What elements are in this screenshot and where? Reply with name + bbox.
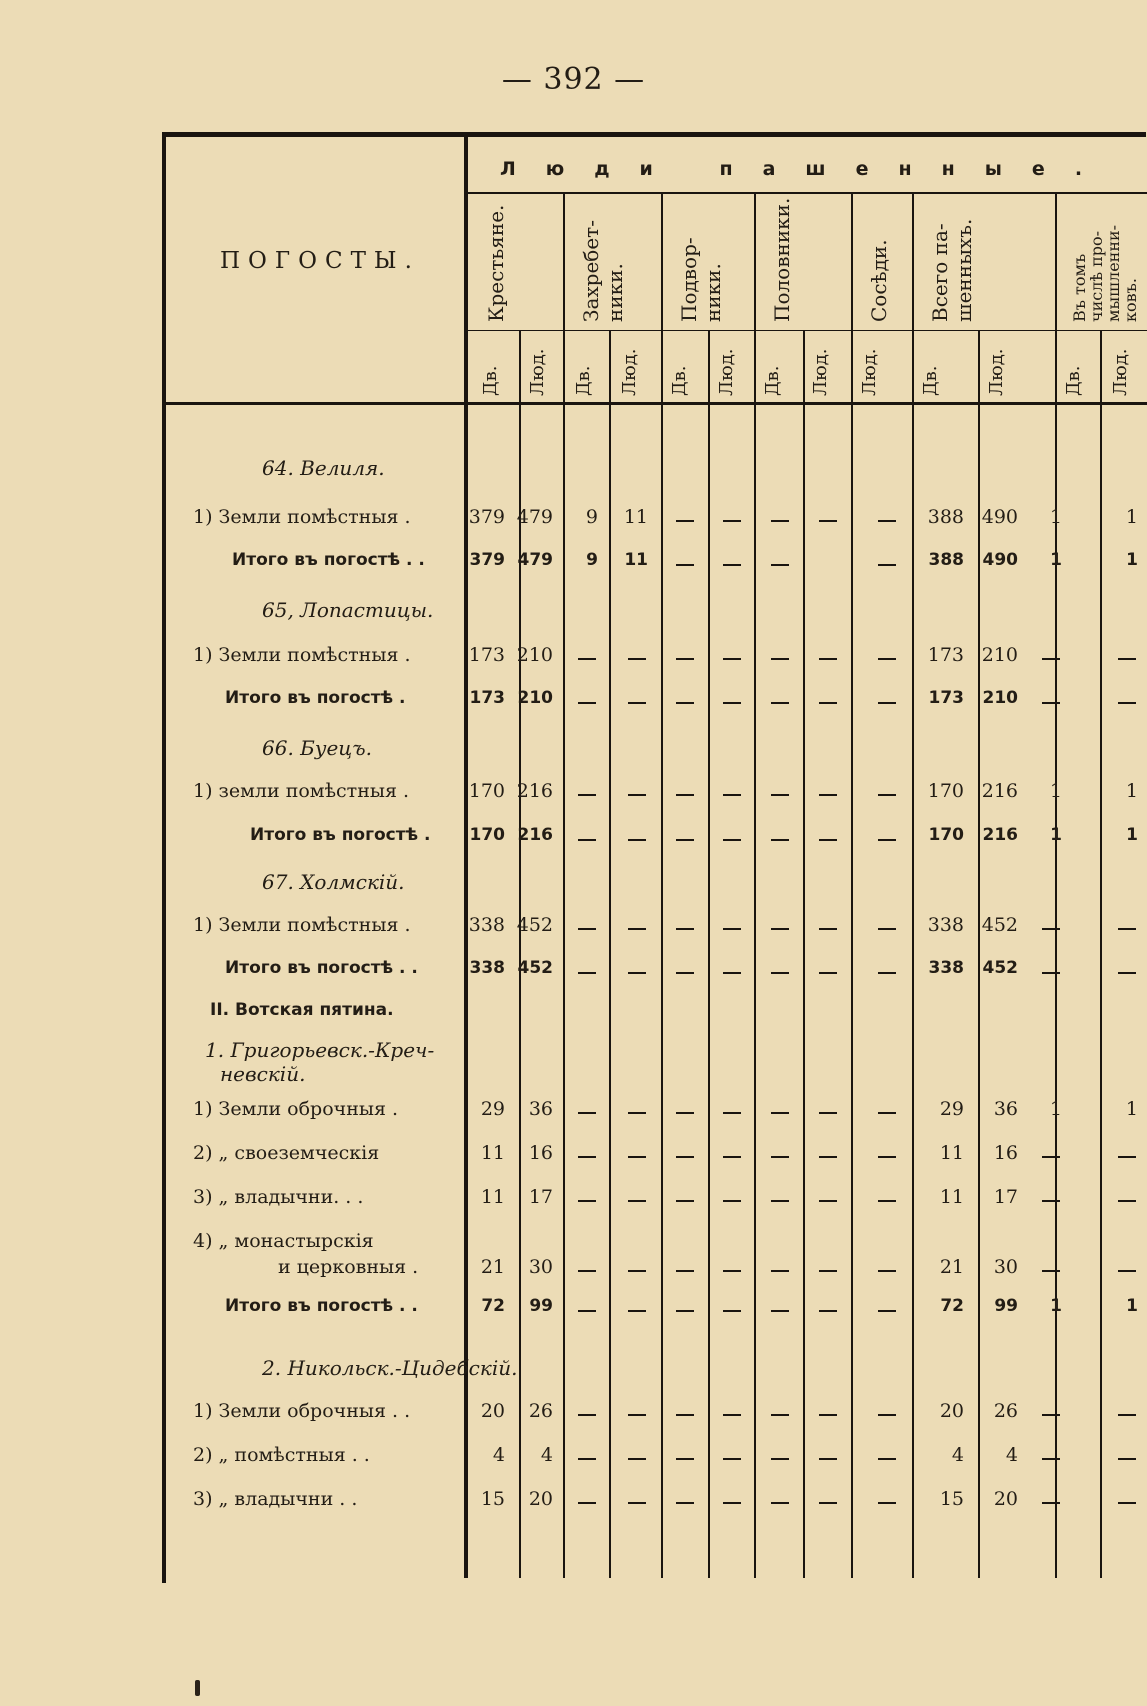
table-cell: 20 [993, 1488, 1018, 1510]
row-label: 1) земли помѣстныя . [193, 780, 410, 802]
empty-cell-dash [1042, 1414, 1060, 1416]
empty-cell-dash [1042, 1156, 1060, 1158]
empty-cell-dash [578, 928, 596, 930]
subcolumn-header: Люд. [716, 348, 737, 396]
empty-cell-dash [878, 972, 896, 974]
empty-cell-dash [676, 1414, 694, 1416]
empty-cell-dash [676, 928, 694, 930]
table-cell: 1 [1050, 1296, 1062, 1316]
empty-cell-dash [578, 794, 596, 796]
empty-cell-dash [676, 794, 694, 796]
empty-cell-dash [676, 1502, 694, 1504]
empty-cell-dash [723, 564, 741, 566]
table-row [0, 1356, 1147, 1392]
empty-cell-dash [819, 1112, 837, 1114]
empty-cell-dash [578, 1156, 596, 1158]
table-row [0, 736, 1147, 772]
empty-cell-dash [819, 794, 837, 796]
empty-cell-dash [676, 1310, 694, 1312]
table-cell: 36 [993, 1098, 1018, 1120]
row-label: 1) Земли помѣстныя . [193, 506, 411, 528]
table-cell: 452 [981, 914, 1018, 936]
table-cell: 4 [951, 1444, 964, 1466]
table-cell: 1 [1050, 825, 1062, 845]
empty-cell-dash [1042, 1270, 1060, 1272]
table-cell: 170 [928, 825, 964, 845]
empty-cell-dash [676, 520, 694, 522]
empty-cell-dash [1118, 1458, 1136, 1460]
table-cell: 1 [1125, 780, 1138, 802]
empty-cell-dash [771, 658, 789, 660]
empty-cell-dash [771, 564, 789, 566]
row-label: 2) „ своеземческія [193, 1142, 380, 1164]
empty-cell-dash [628, 1112, 646, 1114]
empty-cell-dash [578, 839, 596, 841]
table-cell: 1 [1126, 1296, 1138, 1316]
column-header-line: Въ томъ [1070, 253, 1089, 322]
empty-cell-dash [723, 1310, 741, 1312]
table-row [0, 1444, 1147, 1480]
empty-cell-dash [819, 1458, 837, 1460]
empty-cell-dash [878, 928, 896, 930]
table-cell: 11 [623, 506, 648, 528]
empty-cell-dash [771, 702, 789, 704]
empty-cell-dash [628, 702, 646, 704]
empty-cell-dash [878, 1458, 896, 1460]
empty-cell-dash [676, 564, 694, 566]
table-cell: 16 [528, 1142, 553, 1164]
group-header-rule [468, 192, 1147, 194]
table-cell: 173 [469, 688, 505, 708]
table-cell: 479 [516, 506, 553, 528]
table-cell: 11 [624, 550, 648, 570]
empty-cell-dash [578, 972, 596, 974]
column-header-line: ники. [603, 263, 627, 322]
empty-cell-dash [1042, 658, 1060, 660]
empty-cell-dash [819, 1414, 837, 1416]
header-bottom-rule [162, 402, 1147, 405]
empty-cell-dash [676, 972, 694, 974]
subcolumn-header: Дв. [762, 365, 783, 396]
empty-cell-dash [819, 839, 837, 841]
row-label: Итого въ погостѣ . . [232, 550, 425, 570]
empty-cell-dash [578, 1270, 596, 1272]
empty-cell-dash [878, 1310, 896, 1312]
table-cell: 26 [993, 1400, 1018, 1422]
subcolumn-header: Дв. [573, 365, 594, 396]
table-row [0, 1488, 1147, 1524]
row-label: 66. Буецъ. [262, 736, 372, 760]
empty-cell-dash [628, 1270, 646, 1272]
table-cell: 216 [517, 825, 553, 845]
table-cell: 338 [469, 958, 505, 978]
table-cell: 490 [981, 506, 1018, 528]
empty-cell-dash [723, 658, 741, 660]
empty-cell-dash [1118, 1502, 1136, 1504]
table-cell: 1 [1126, 825, 1138, 845]
row-label: 65, Лопастицы. [262, 598, 434, 622]
table-cell: 20 [480, 1400, 505, 1422]
table-row [0, 825, 1147, 861]
table-cell: 21 [480, 1256, 505, 1278]
table-cell: 17 [993, 1186, 1018, 1208]
empty-cell-dash [819, 1310, 837, 1312]
table-cell: 11 [939, 1142, 964, 1164]
column-header-2 [677, 237, 725, 322]
table-row [0, 1230, 1147, 1278]
empty-cell-dash [723, 794, 741, 796]
ink-mark [195, 1680, 200, 1696]
empty-cell-dash [878, 564, 896, 566]
table-cell: 338 [468, 914, 505, 936]
empty-cell-dash [878, 520, 896, 522]
table-cell: 20 [528, 1488, 553, 1510]
empty-cell-dash [878, 839, 896, 841]
empty-cell-dash [1118, 1270, 1136, 1272]
table-row [0, 1038, 1147, 1086]
empty-cell-dash [771, 839, 789, 841]
table-cell: 479 [517, 550, 553, 570]
table-cell: 29 [939, 1098, 964, 1120]
table-row [0, 688, 1147, 724]
empty-cell-dash [771, 928, 789, 930]
table-cell: 170 [468, 780, 505, 802]
empty-cell-dash [628, 1414, 646, 1416]
row-label-continued: и церковныя . [278, 1256, 419, 1278]
empty-cell-dash [1118, 1156, 1136, 1158]
empty-cell-dash [628, 1502, 646, 1504]
empty-cell-dash [1042, 972, 1060, 974]
row-label-continued: невскій. [220, 1062, 306, 1086]
row-label: 1) Земли оброчныя . [193, 1098, 399, 1120]
empty-cell-dash [628, 658, 646, 660]
table-row [0, 914, 1147, 950]
table-cell: 216 [981, 780, 1018, 802]
table-cell: 20 [939, 1400, 964, 1422]
empty-cell-dash [1118, 1414, 1136, 1416]
table-row [0, 958, 1147, 994]
empty-cell-dash [723, 702, 741, 704]
empty-cell-dash [676, 1270, 694, 1272]
column-header-line: Половники. [770, 197, 794, 322]
empty-cell-dash [771, 1200, 789, 1202]
subcolumn-header: Люд. [1110, 348, 1131, 396]
table-cell: 4 [540, 1444, 553, 1466]
empty-cell-dash [878, 702, 896, 704]
table-cell: 210 [982, 688, 1018, 708]
empty-cell-dash [771, 1270, 789, 1272]
column-header-5 [928, 219, 976, 322]
column-header-0 [484, 205, 508, 322]
empty-cell-dash [723, 1112, 741, 1114]
table-row [0, 644, 1147, 680]
table-cell: 1 [1049, 1098, 1062, 1120]
table-cell: 173 [928, 688, 964, 708]
empty-cell-dash [628, 928, 646, 930]
subcolumn-header: Дв. [669, 365, 690, 396]
column-header-6 [1071, 225, 1139, 322]
table-cell: 21 [939, 1256, 964, 1278]
empty-cell-dash [628, 1458, 646, 1460]
empty-cell-dash [771, 1112, 789, 1114]
empty-cell-dash [676, 658, 694, 660]
row-label: 1) Земли помѣстныя . [193, 914, 411, 936]
row-label: Итого въ погостѣ . [250, 825, 431, 845]
row-label: 67. Холмскій. [262, 870, 405, 894]
table-cell: 29 [480, 1098, 505, 1120]
column-header-line: Подвор- [677, 237, 701, 322]
column-header-line: Всего па- [928, 223, 952, 322]
empty-cell-dash [723, 928, 741, 930]
subcolumn-header: Дв. [480, 365, 501, 396]
table-cell: 173 [468, 644, 505, 666]
empty-cell-dash [771, 1502, 789, 1504]
table-cell: 388 [928, 550, 964, 570]
table-cell: 30 [528, 1256, 553, 1278]
table-cell: 15 [480, 1488, 505, 1510]
row-label: 1) Земли оброчныя . . [193, 1400, 411, 1422]
column-header-line: Захребет- [579, 219, 603, 322]
empty-cell-dash [819, 928, 837, 930]
table-row [0, 780, 1147, 816]
empty-cell-dash [1118, 702, 1136, 704]
column-header-line: ники. [701, 263, 725, 322]
empty-cell-dash [771, 1458, 789, 1460]
table-cell: 452 [516, 914, 553, 936]
subcolumn-header: Люд. [527, 348, 548, 396]
empty-cell-dash [628, 1200, 646, 1202]
table-row [0, 456, 1147, 492]
empty-cell-dash [578, 658, 596, 660]
empty-cell-dash [878, 658, 896, 660]
empty-cell-dash [878, 1156, 896, 1158]
empty-cell-dash [819, 1156, 837, 1158]
header-group: Люди пашенные. [499, 158, 1113, 180]
empty-cell-dash [723, 839, 741, 841]
row-label: Итого въ погостѣ . . [225, 958, 418, 978]
empty-cell-dash [1118, 972, 1136, 974]
table-cell: 72 [940, 1296, 964, 1316]
empty-cell-dash [676, 702, 694, 704]
page-number: — 392 — [501, 62, 646, 97]
empty-cell-dash [578, 1112, 596, 1114]
table-row [0, 870, 1147, 906]
column-header-3 [770, 198, 794, 322]
subcolumn-header: Люд. [619, 348, 640, 396]
table-cell: 170 [927, 780, 964, 802]
empty-cell-dash [578, 1414, 596, 1416]
table-cell: 11 [480, 1186, 505, 1208]
empty-cell-dash [1042, 702, 1060, 704]
empty-cell-dash [771, 1414, 789, 1416]
row-label: 2) „ помѣстныя . . [193, 1444, 370, 1466]
empty-cell-dash [878, 1112, 896, 1114]
empty-cell-dash [676, 1200, 694, 1202]
row-label: 3) „ владычни . . [193, 1488, 358, 1510]
empty-cell-dash [771, 520, 789, 522]
empty-cell-dash [628, 1310, 646, 1312]
subcolumn-header: Люд. [810, 348, 831, 396]
table-cell: 4 [492, 1444, 505, 1466]
table-row [0, 1296, 1147, 1332]
row-label: 64. Велиля. [262, 456, 385, 480]
table-cell: 4 [1005, 1444, 1018, 1466]
table-cell: 1 [1126, 550, 1138, 570]
table-cell: 210 [517, 688, 553, 708]
empty-cell-dash [723, 520, 741, 522]
row-label: 1) Земли помѣстныя . [193, 644, 411, 666]
table-cell: 338 [928, 958, 964, 978]
table-cell: 99 [994, 1296, 1018, 1316]
empty-cell-dash [819, 702, 837, 704]
empty-cell-dash [723, 1200, 741, 1202]
table-row [0, 1186, 1147, 1222]
table-cell: 30 [993, 1256, 1018, 1278]
table-cell: 99 [529, 1296, 553, 1316]
row-label: Итого въ погостѣ . [225, 688, 406, 708]
table-cell: 9 [585, 506, 598, 528]
table-cell: 379 [469, 550, 505, 570]
empty-cell-dash [723, 1414, 741, 1416]
table-cell: 338 [927, 914, 964, 936]
column-header-line: Крестьяне. [484, 204, 508, 322]
subcolumn-header: Дв. [920, 365, 941, 396]
table-cell: 72 [481, 1296, 505, 1316]
table-cell: 210 [981, 644, 1018, 666]
row-label: 1. Григорьевск.-Креч- [205, 1038, 435, 1062]
row-label: 3) „ владычни. . . [193, 1186, 364, 1208]
empty-cell-dash [578, 1458, 596, 1460]
empty-cell-dash [1042, 1502, 1060, 1504]
empty-cell-dash [723, 1502, 741, 1504]
table-cell: 170 [469, 825, 505, 845]
empty-cell-dash [819, 972, 837, 974]
empty-cell-dash [771, 794, 789, 796]
table-cell: 1 [1049, 506, 1062, 528]
table-cell: 452 [982, 958, 1018, 978]
empty-cell-dash [771, 1156, 789, 1158]
empty-cell-dash [878, 1200, 896, 1202]
empty-cell-dash [628, 1156, 646, 1158]
empty-cell-dash [676, 1458, 694, 1460]
column-header-line: ковъ. [1121, 278, 1140, 322]
empty-cell-dash [878, 1270, 896, 1272]
empty-cell-dash [819, 1502, 837, 1504]
empty-cell-dash [878, 1502, 896, 1504]
column-header-line: числѣ про- [1087, 230, 1106, 322]
empty-cell-dash [676, 1112, 694, 1114]
table-cell: 15 [939, 1488, 964, 1510]
table-cell: 16 [993, 1142, 1018, 1164]
empty-cell-dash [723, 1156, 741, 1158]
column-header-line: Сосѣди. [867, 239, 891, 322]
table-cell: 173 [927, 644, 964, 666]
table-cell: 11 [480, 1142, 505, 1164]
empty-cell-dash [878, 1414, 896, 1416]
table-cell: 1 [1050, 550, 1062, 570]
empty-cell-dash [723, 1458, 741, 1460]
table-cell: 1 [1049, 780, 1062, 802]
row-label: Итого въ погостѣ . . [225, 1296, 418, 1316]
table-cell: 9 [586, 550, 598, 570]
table-cell: 1 [1125, 506, 1138, 528]
empty-cell-dash [819, 1200, 837, 1202]
empty-cell-dash [1042, 1200, 1060, 1202]
table-cell: 26 [528, 1400, 553, 1422]
empty-cell-dash [628, 839, 646, 841]
empty-cell-dash [819, 658, 837, 660]
table-cell: 17 [528, 1186, 553, 1208]
column-header-line: мышленни- [1104, 224, 1123, 322]
table-cell: 216 [516, 780, 553, 802]
empty-cell-dash [628, 972, 646, 974]
table-cell: 1 [1125, 1098, 1138, 1120]
table-row [0, 598, 1147, 634]
empty-cell-dash [819, 1270, 837, 1272]
row-label: 2. Никольск.-Цидебскій. [262, 1356, 518, 1380]
empty-cell-dash [578, 702, 596, 704]
table-row [0, 550, 1147, 586]
empty-cell-dash [1118, 658, 1136, 660]
column-header-1 [579, 220, 627, 322]
empty-cell-dash [819, 520, 837, 522]
subcolumn-header: Дв. [1063, 365, 1084, 396]
column-header-4 [867, 239, 891, 322]
empty-cell-dash [771, 972, 789, 974]
row-label: 4) „ монастырскія [193, 1230, 374, 1252]
table-cell: 452 [517, 958, 553, 978]
column-header-line: шенныхъ. [952, 218, 976, 322]
subcolumn-header: Люд. [859, 348, 880, 396]
table-cell: 388 [927, 506, 964, 528]
empty-cell-dash [1042, 1458, 1060, 1460]
table-cell: 210 [516, 644, 553, 666]
subcolumn-header: Люд. [986, 348, 1007, 396]
table-cell: 216 [982, 825, 1018, 845]
empty-cell-dash [878, 794, 896, 796]
table-cell: 379 [468, 506, 505, 528]
table-cell: 490 [982, 550, 1018, 570]
table-row [0, 1000, 1147, 1036]
empty-cell-dash [1118, 928, 1136, 930]
empty-cell-dash [771, 1310, 789, 1312]
empty-cell-dash [1118, 1200, 1136, 1202]
empty-cell-dash [676, 1156, 694, 1158]
empty-cell-dash [578, 1200, 596, 1202]
empty-cell-dash [723, 972, 741, 974]
table-row [0, 1142, 1147, 1178]
table-row [0, 1098, 1147, 1134]
table-row [0, 506, 1147, 542]
empty-cell-dash [676, 839, 694, 841]
header-pogosty: ПОГОСТЫ. [220, 248, 420, 274]
empty-cell-dash [578, 1502, 596, 1504]
subheader-rule [468, 330, 1147, 331]
empty-cell-dash [578, 1310, 596, 1312]
table-cell: 11 [939, 1186, 964, 1208]
empty-cell-dash [723, 1270, 741, 1272]
empty-cell-dash [628, 794, 646, 796]
table-cell: 36 [528, 1098, 553, 1120]
empty-cell-dash [1042, 928, 1060, 930]
row-label: II. Вотская пятина. [210, 1000, 394, 1020]
table-row [0, 1400, 1147, 1436]
